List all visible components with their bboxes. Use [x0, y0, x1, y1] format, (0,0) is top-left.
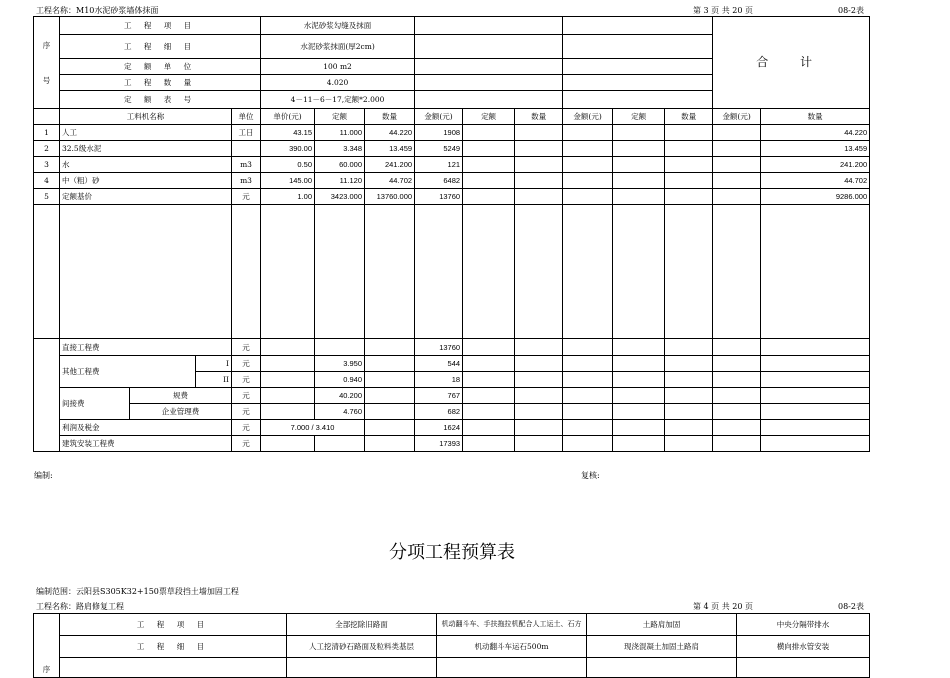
table-row: 4 中（粗）砂 m3 145.00 11.120 44.702 6482 44.702 — [34, 173, 870, 189]
table-row: 3 水 m3 0.50 60.000 241.200 121 241.200 — [34, 157, 870, 173]
item-label: 工 程 项 目 — [60, 17, 261, 35]
compiled-by: 编制: — [34, 471, 53, 480]
detail-label: 工 程 细 目 — [60, 35, 261, 59]
unit-label: 定 额 单 位 — [60, 59, 261, 75]
col-amount-2: 金额(元) — [563, 109, 613, 125]
fee-row-indirect-2: 企业管理费 元 4.760 682 — [34, 404, 870, 420]
col-total-qty: 数量 — [761, 109, 870, 125]
page-info-2: 第 4 页 共 20 页 — [693, 602, 753, 611]
detail-1: 机动翻斗车运石500m — [437, 636, 587, 658]
unit-value: 100 m2 — [261, 59, 415, 75]
fee-row-other-ii: II 元 0.940 18 — [34, 372, 870, 388]
fee-row-profit: 利润及税金 元 7.000 / 3.410 1624 — [34, 420, 870, 436]
seq-header: 序 号 — [34, 17, 60, 109]
project-name-2: 工程名称：路肩修复工程 — [36, 602, 124, 611]
item-3: 中央分隔带排水 — [737, 614, 870, 636]
detail-label-2: 工 程 细 目 — [60, 636, 287, 658]
col-quota-2: 定额 — [463, 109, 515, 125]
item-1: 机动翻斗车、手扶拖拉机配合人工运土、石方 — [437, 614, 587, 636]
head-row-item — [34, 17, 870, 35]
col-quota-3: 定额 — [613, 109, 665, 125]
form-number-2: 08-2表 — [838, 602, 864, 611]
page-info: 第 3 页 共 20 页 — [693, 6, 753, 15]
fee-row-indirect-1: 间接费 规费 元 40.200 767 — [34, 388, 870, 404]
table-row: 2 32.5级水泥 390.00 3.348 13.459 5249 13.459 — [34, 141, 870, 157]
detail-2: 现浇混凝土加固土路肩 — [587, 636, 737, 658]
seq-header-2: 序 — [34, 614, 60, 678]
detail-value: 水泥砂浆抹面(厚2cm) — [261, 35, 415, 59]
budget-table-page-4 — [33, 613, 870, 678]
item-value: 水泥砂浆勾缝及抹面 — [261, 17, 415, 35]
col-amount: 金额(元) — [415, 109, 463, 125]
compile-scope: 编制范围：云阳县S305K32+150票草段挡土墙加固工程 — [36, 587, 239, 596]
col-qty-2: 数量 — [515, 109, 563, 125]
detail-0: 人工挖清砂石路面及粒料类基层 — [287, 636, 437, 658]
col-qty-3: 数量 — [665, 109, 713, 125]
item-label-2: 工 程 项 目 — [60, 614, 287, 636]
fee-row-other-i: 其他工程费 I 元 3.950 544 — [34, 356, 870, 372]
detail-3: 横向排水管安装 — [737, 636, 870, 658]
form-number: 08-2表 — [838, 6, 864, 15]
qty-label: 工 程 数 量 — [60, 75, 261, 91]
fee-row-build: 建筑安装工程费 元 17393 — [34, 436, 870, 452]
total-header: 合 计 — [713, 17, 870, 109]
fee-row-direct: 直接工程费 元 13760 — [34, 339, 870, 356]
col-name: 工料机名称 — [60, 109, 232, 125]
col-amount-3: 金额(元) — [713, 109, 761, 125]
table-row: 5 定额基价 元 1.00 3423.000 13760.000 13760 9286.000 — [34, 189, 870, 205]
table-row: 1 人工 工日 43.15 11.000 44.220 1908 44.220 — [34, 125, 870, 141]
col-qty: 数量 — [365, 109, 415, 125]
col-price: 单价(元) — [261, 109, 315, 125]
col-quota: 定额 — [315, 109, 365, 125]
col-unit: 单位 — [232, 109, 261, 125]
table-label: 定 额 表 号 — [60, 91, 261, 109]
blank-area — [34, 205, 870, 339]
qty-value: 4.020 — [261, 75, 415, 91]
project-name: 工程名称：M10水泥砂浆墙体抹面 — [36, 6, 159, 15]
item-0: 全部挖除旧路面 — [287, 614, 437, 636]
column-header-row — [34, 109, 870, 125]
budget-table-page-3 — [33, 16, 870, 452]
table-value: 4－11－6－17,定额*2.000 — [261, 91, 415, 109]
reviewed-by: 复核: — [581, 471, 600, 480]
item-2: 土路肩加固 — [587, 614, 737, 636]
page-title: 分项工程预算表 — [389, 542, 515, 563]
